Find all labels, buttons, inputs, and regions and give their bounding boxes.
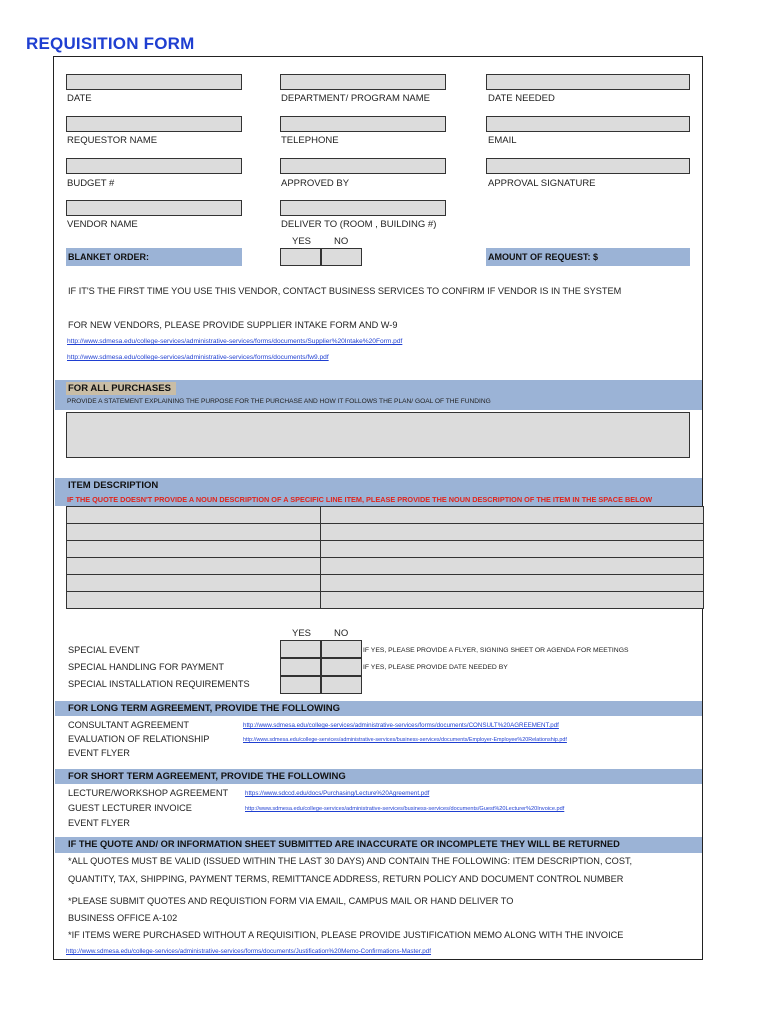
blanket-yes-checkbox[interactable]: [280, 248, 321, 266]
lecture-agreement-link[interactable]: https://www.sdccd.edu/docs/Purchasing/Lecture%20Agreement.pdf: [245, 790, 430, 797]
item-description-warning: IF THE QUOTE DOESN'T PROVIDE A NOUN DESCRIPTION OF A SPECIFIC LINE ITEM, PLEASE PROVIDE THE NOUN DESCRIPTION OF THE ITEM IN THE SPACE BELOW: [67, 495, 653, 504]
special-handling-no-checkbox[interactable]: [321, 658, 362, 676]
vendor-label: VENDOR NAME: [67, 219, 138, 230]
page-title: REQUISITION FORM: [26, 34, 195, 53]
item-cell[interactable]: [321, 558, 704, 575]
employer-relationship-link[interactable]: http://www.sdmesa.edu/college-services/administrative-services/business-services/documents/Employer-Employee%20Relationship.pdf: [243, 737, 567, 743]
special-yes-label: YES: [292, 628, 312, 639]
long-term-flyer-label: EVENT FLYER: [68, 748, 130, 758]
blanket-yes-label: YES: [292, 236, 312, 247]
short-term-header: FOR SHORT TERM AGREEMENT, PROVIDE THE FOLLOWING: [68, 771, 346, 782]
special-handling-yes-checkbox[interactable]: [280, 658, 321, 676]
approval-signature-field[interactable]: [486, 158, 690, 174]
budget-label: BUDGET #: [67, 178, 115, 189]
purchases-header: FOR ALL PURCHASES: [68, 383, 171, 394]
special-handling-label: SPECIAL HANDLING FOR PAYMENT: [68, 662, 225, 672]
date-needed-label: DATE NEEDED: [488, 93, 555, 104]
justification-memo-link[interactable]: http://www.sdmesa.edu/college-services/administrative-services/forms/documents/Justification%20Memo-Confirmations-Master.pdf: [66, 948, 432, 955]
item-cell[interactable]: [321, 541, 704, 558]
approved-by-label: APPROVED BY: [281, 178, 350, 189]
guest-lecturer-label: GUEST LECTURER INVOICE: [68, 803, 192, 813]
special-event-yes-checkbox[interactable]: [280, 640, 321, 658]
telephone-label: TELEPHONE: [281, 135, 339, 146]
quotes-requirements-line2: QUANTITY, TAX, SHIPPING, PAYMENT TERMS, REMITTANCE ADDRESS, RETURN POLICY AND DOCUMENT CONTROL NUMBER: [68, 874, 624, 884]
special-event-label: SPECIAL EVENT: [68, 645, 140, 655]
approval-signature-label: APPROVAL SIGNATURE: [488, 178, 596, 189]
deliver-to-label: DELIVER TO (ROOM , BUILDING #): [281, 219, 437, 230]
item-cell[interactable]: [321, 507, 704, 524]
blanket-no-checkbox[interactable]: [321, 248, 362, 266]
date-needed-field[interactable]: [486, 74, 690, 90]
date-field[interactable]: [66, 74, 242, 90]
email-field[interactable]: [486, 116, 690, 132]
budget-field[interactable]: [66, 158, 242, 174]
special-no-label: NO: [334, 628, 349, 639]
date-label: DATE: [67, 93, 92, 104]
consultant-agreement-label: CONSULTANT AGREEMENT: [68, 720, 189, 730]
justification-note: *IF ITEMS WERE PURCHASED WITHOUT A REQUISITION, PLEASE PROVIDE JUSTIFICATION MEMO ALONG WITH THE INVOICE: [68, 930, 624, 940]
requestor-field[interactable]: [66, 116, 242, 132]
telephone-field[interactable]: [280, 116, 446, 132]
special-installation-label: SPECIAL INSTALLATION REQUIREMENTS: [68, 679, 250, 689]
approved-by-field[interactable]: [280, 158, 446, 174]
table-row: [67, 541, 704, 558]
table-row: [67, 558, 704, 575]
item-cell[interactable]: [321, 575, 704, 592]
purchase-statement-field[interactable]: [66, 412, 690, 458]
special-event-note: IF YES, PLEASE PROVIDE A FLYER, SIGNING SHEET OR AGENDA FOR MEETINGS: [363, 647, 629, 654]
vendor-field[interactable]: [66, 200, 242, 216]
w9-link[interactable]: http://www.sdmesa.edu/college-services/administrative-services/forms/documents/fw9.pdf: [67, 354, 329, 361]
item-cell[interactable]: [67, 575, 321, 592]
item-cell[interactable]: [67, 541, 321, 558]
item-description-table: [66, 506, 704, 609]
amount-label: AMOUNT OF REQUEST: $: [488, 252, 599, 262]
department-label: DEPARTMENT/ PROGRAM NAME: [281, 93, 431, 104]
supplier-intake-link[interactable]: http://www.sdmesa.edu/college-services/administrative-services/forms/documents/Supplier%20Intake%20Form.pdf: [67, 338, 403, 345]
short-term-flyer-label: EVENT FLYER: [68, 818, 130, 828]
item-cell[interactable]: [321, 592, 704, 609]
table-row: [67, 507, 704, 524]
special-installation-yes-checkbox[interactable]: [280, 676, 321, 694]
blanket-order-label: BLANKET ORDER:: [68, 252, 149, 262]
item-description-header: ITEM DESCRIPTION: [68, 480, 159, 491]
consult-agreement-link[interactable]: http://www.sdmesa.edu/college-services/administrative-services/forms/documents/CONSULT%20AGREEMENT.pdf: [243, 722, 559, 729]
table-row: [67, 524, 704, 541]
long-term-header: FOR LONG TERM AGREEMENT, PROVIDE THE FOLLOWING: [68, 703, 340, 714]
department-field[interactable]: [280, 74, 446, 90]
item-cell[interactable]: [67, 592, 321, 609]
first-time-vendor-note: IF IT'S THE FIRST TIME YOU USE THIS VENDOR, CONTACT BUSINESS SERVICES TO CONFIRM IF VENDOR IS IN THE SYSTEM: [68, 286, 622, 296]
requestor-label: REQUESTOR NAME: [67, 135, 158, 146]
new-vendor-note: FOR NEW VENDORS, PLEASE PROVIDE SUPPLIER INTAKE FORM AND W-9: [68, 320, 398, 330]
table-row: [67, 575, 704, 592]
item-cell[interactable]: [321, 524, 704, 541]
item-cell[interactable]: [67, 524, 321, 541]
special-event-no-checkbox[interactable]: [321, 640, 362, 658]
blanket-no-label: NO: [334, 236, 349, 247]
footer-header: IF THE QUOTE AND/ OR INFORMATION SHEET SUBMITTED ARE INACCURATE OR INCOMPLETE THEY WILL BE RETURNED: [68, 839, 620, 849]
business-office: BUSINESS OFFICE A-102: [68, 913, 178, 923]
quotes-requirements-line1: *ALL QUOTES MUST BE VALID (ISSUED WITHIN THE LAST 30 DAYS) AND CONTAIN THE FOLLOWING: ITEM DESCRIPTION, COST,: [68, 856, 633, 866]
guest-lecturer-link[interactable]: http://www.sdmesa.edu/college-services/administrative-services/business-services/documents/Guest%20Lecturer%20Invoice.pdf: [245, 806, 565, 812]
deliver-to-field[interactable]: [280, 200, 446, 216]
item-cell[interactable]: [67, 558, 321, 575]
evaluation-label: EVALUATION OF RELATIONSHIP: [68, 734, 210, 744]
item-cell[interactable]: [67, 507, 321, 524]
table-row: [67, 592, 704, 609]
lecture-agreement-label: LECTURE/WORKSHOP AGREEMENT: [68, 788, 229, 798]
submit-instructions: *PLEASE SUBMIT QUOTES AND REQUISTION FORM VIA EMAIL, CAMPUS MAIL OR HAND DELIVER TO: [68, 896, 514, 906]
email-label: EMAIL: [488, 135, 517, 146]
special-installation-no-checkbox[interactable]: [321, 676, 362, 694]
special-handling-note: IF YES, PLEASE PROVIDE DATE NEEDED BY: [363, 664, 508, 671]
purchases-subtitle: PROVIDE A STATEMENT EXPLAINING THE PURPOSE FOR THE PURCHASE AND HOW IT FOLLOWS THE PLAN/ GOAL OF THE FUNDING: [67, 398, 491, 405]
